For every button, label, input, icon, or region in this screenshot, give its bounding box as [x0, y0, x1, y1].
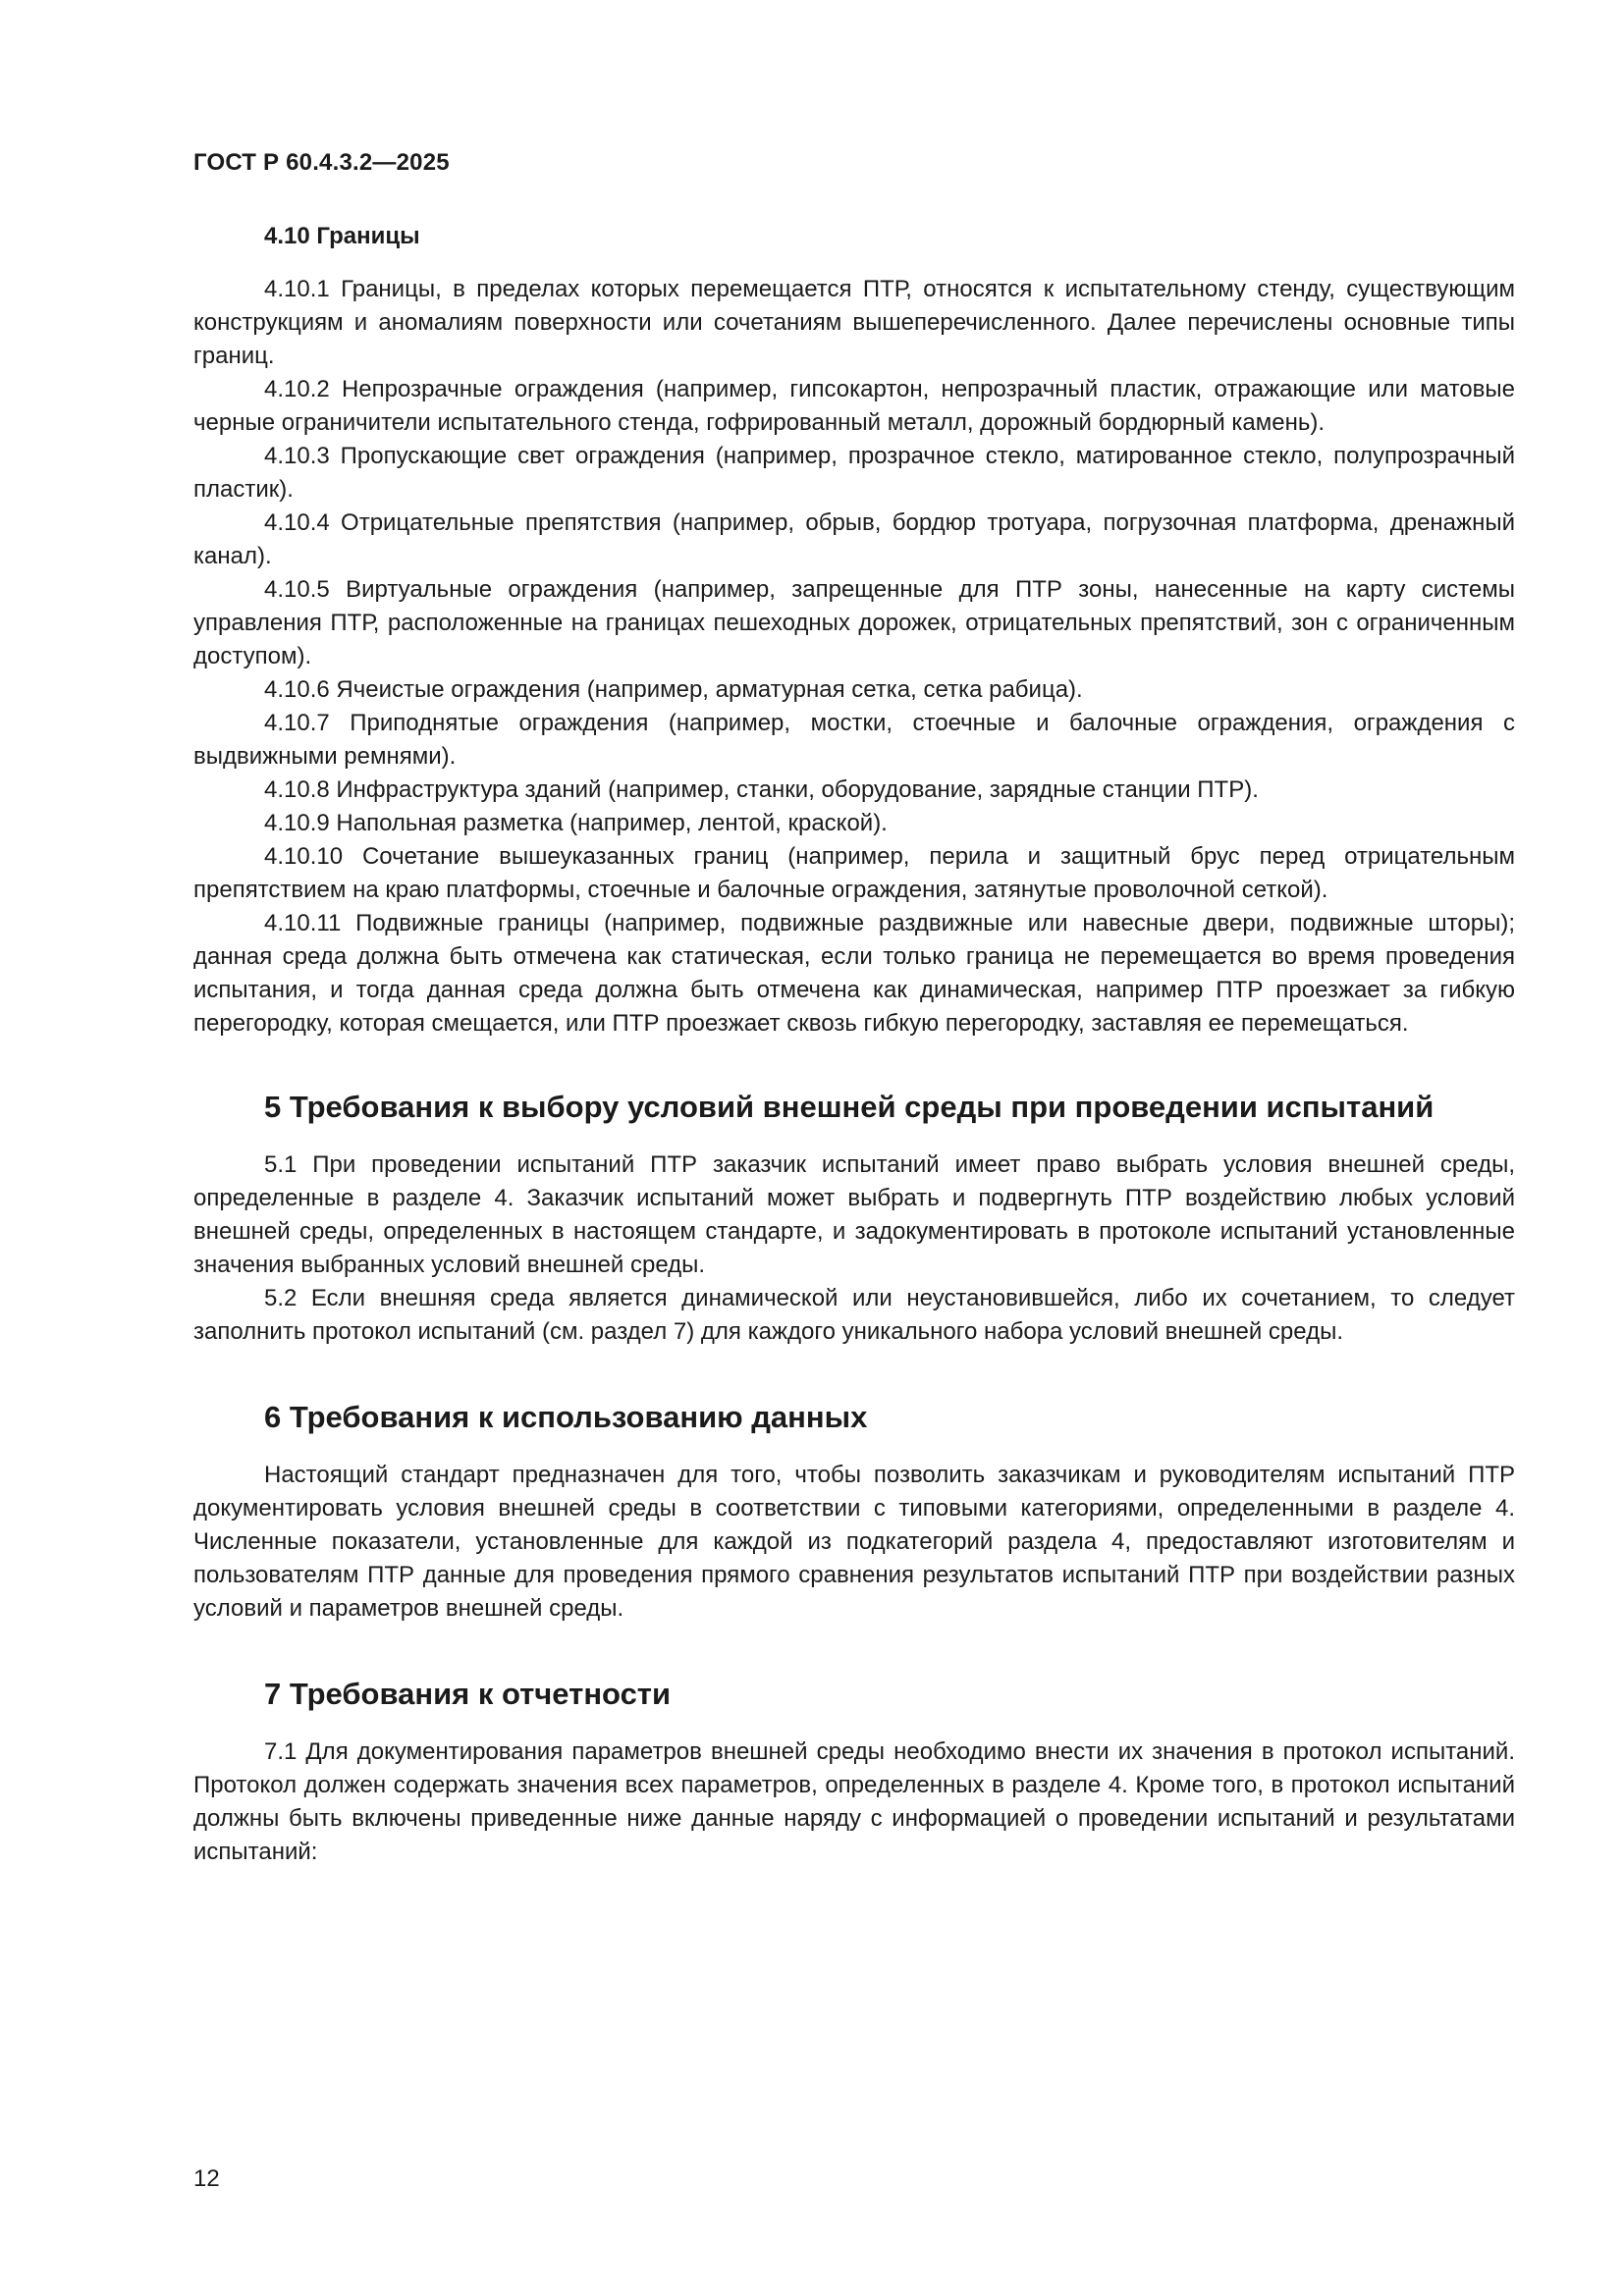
paragraph-4-10-11: 4.10.11 Подвижные границы (например, подвижные раздвижные или навесные двери, подвижные шторы); данная среда должна быть отмечена как статическая, если только граница не перемещается во время проведения испытания, и тогда данная среда должна быть отмечена как динамическая, например ПТР проезжает за гибкую перегородку, которая смещается, или ПТР проезжает сквозь гибкую перегородку, заставляя ее перемещаться. [193, 910, 1515, 1037]
paragraph-4-10-4: 4.10.4 Отрицательные препятствия (например, обрыв, бордюр тротуара, погрузочная платформа, дренажный канал). [193, 509, 1515, 569]
section-7-heading: 7 Требования к отчетности [264, 1677, 672, 1711]
paragraph-4-10-3: 4.10.3 Пропускающие свет ограждения (например, прозрачное стекло, матированное стекло, полупрозрачный пластик). [193, 443, 1515, 503]
paragraph-4-10-2: 4.10.2 Непрозрачные ограждения (например, гипсокартон, непрозрачный пластик, отражающие или матовые черные ограничители испытательного стенда, гофрированный металл, дорожный бордюрный камень). [193, 376, 1515, 436]
section-4-10-title: 4.10 Границы [264, 223, 420, 249]
paragraph-5-1: 5.1 При проведении испытаний ПТР заказчик испытаний имеет право выбрать условия внешней среды, определенные в разделе 4. Заказчик испытаний может выбрать и подвергнуть ПТР воздействию любых условий внешней среды, определенных в настоящем стандарте, и задокументировать в протоколе испытаний установленные значения выбранных условий внешней среды. [193, 1151, 1515, 1278]
section-6-heading: 6 Требования к использованию данных [264, 1400, 868, 1434]
paragraph-6: Настоящий стандарт предназначен для того, чтобы позволить заказчикам и руководителям испытаний ПТР документировать условия внешней среды в соответствии с типовыми категориями, определенными в разделе 4. Численные показатели, установленные для каждой из подкатегорий раздела 4, предоставляют изготовителям и пользователям ПТР данные для проведения прямого сравнения результатов испытаний ПТР при воздействии разных условий и параметров внешней среды. [193, 1462, 1515, 1622]
paragraph-4-10-9: 4.10.9 Напольная разметка (например, лентой, краской). [264, 810, 888, 836]
paragraph-4-10-6: 4.10.6 Ячеистые ограждения (например, арматурная сетка, сетка рабица). [264, 676, 1083, 703]
paragraph-7-1: 7.1 Для документирования параметров внешней среды необходимо внести их значения в протокол испытаний. Протокол должен содержать значения всех параметров, определенных в разделе 4. Кроме того, в протокол испытаний должны быть включены приведенные ниже данные наряду с информацией о проведении испытаний и результатами испытаний: [193, 1738, 1515, 1865]
section-5-heading: 5 Требования к выбору условий внешней среды при проведении испытаний [264, 1090, 1435, 1124]
paragraph-5-2: 5.2 Если внешняя среда является динамической или неустановившейся, либо их сочетанием, то следует заполнить протокол испытаний (см. раздел 7) для каждого уникального набора условий внешней среды. [193, 1285, 1515, 1345]
paragraph-4-10-1: 4.10.1 Границы, в пределах которых перемещается ПТР, относятся к испытательному стенду, существующим конструкциям и аномалиям поверхности или сочетаниям вышеперечисленного. Далее перечислены основные типы границ. [193, 276, 1515, 369]
paragraph-4-10-7: 4.10.7 Приподнятые ограждения (например, мостки, стоечные и балочные ограждения, ограждения с выдвижными ремнями). [193, 710, 1515, 770]
page-number: 12 [193, 2165, 220, 2192]
document-header: ГОСТ Р 60.4.3.2—2025 [193, 149, 450, 176]
document-page [193, 0, 1515, 2296]
paragraph-4-10-10: 4.10.10 Сочетание вышеуказанных границ (например, перила и защитный брус перед отрицательным препятствием на краю платформы, стоечные и балочные ограждения, затянутые проволочной сеткой). [193, 843, 1515, 903]
paragraph-4-10-8: 4.10.8 Инфраструктура зданий (например, станки, оборудование, зарядные станции ПТР). [264, 776, 1259, 803]
paragraph-4-10-5: 4.10.5 Виртуальные ограждения (например, запрещенные для ПТР зоны, нанесенные на карту системы управления ПТР, расположенные на границах пешеходных дорожек, отрицательных препятствий, зон с ограниченным доступом). [193, 576, 1515, 669]
page-content [193, 220, 1515, 1869]
